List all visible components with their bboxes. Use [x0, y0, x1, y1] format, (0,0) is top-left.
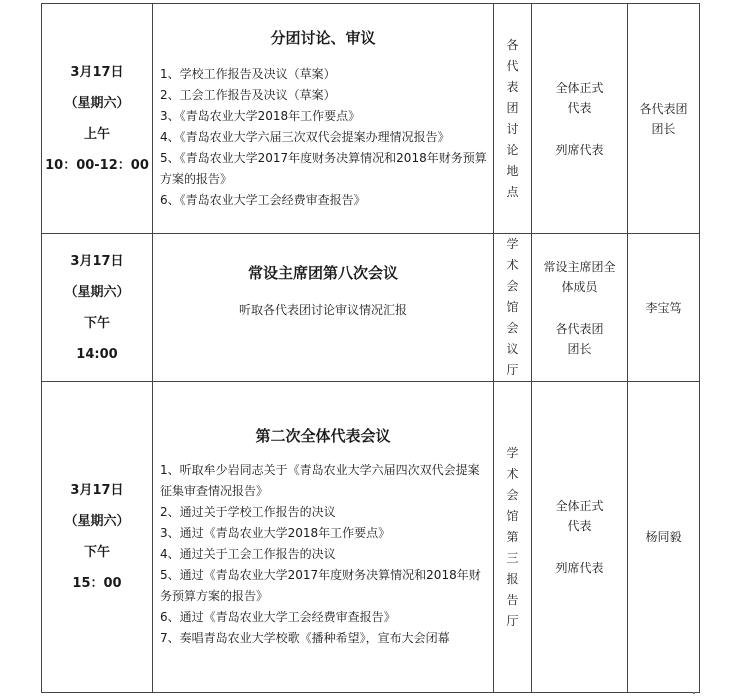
- agenda-list: [153, 64, 493, 211]
- table-row: [42, 4, 700, 234]
- time-cell: [42, 382, 153, 693]
- page-corner-mark: [693, 692, 695, 694]
- attendee-group: 全体正式代表: [555, 499, 604, 533]
- content-cell: [153, 4, 494, 234]
- place-char: 报: [506, 571, 519, 586]
- session-weekday: （星期六）: [64, 514, 130, 529]
- time-cell: [42, 4, 153, 234]
- place-char: 讨: [506, 121, 519, 136]
- place-text: [506, 35, 518, 203]
- place-char: 术: [506, 258, 519, 272]
- table-row: [42, 234, 700, 382]
- session-period: 下午: [83, 545, 110, 560]
- place-cell: [494, 234, 532, 382]
- session-title: 第二次全体代表会议: [255, 427, 391, 445]
- agenda-item: 1、学校工作报告及决议（草案）: [160, 66, 336, 81]
- session-time: 10：00-12：00: [45, 157, 149, 173]
- place-char: 各: [506, 37, 519, 52]
- agenda-item: 2、通过关于学校工作报告的决议: [160, 505, 336, 519]
- table-row: [42, 382, 700, 693]
- attendee-group: 列席代表: [555, 142, 604, 157]
- schedule-table: [41, 3, 700, 693]
- host-name: 杨同毅: [645, 530, 682, 544]
- place-cell: [494, 4, 532, 234]
- agenda-item: 5、通过《青岛农业大学2017年度财务决算情况和2018年财务预算方案的报告》: [160, 568, 481, 603]
- session-weekday: （星期六）: [64, 284, 130, 300]
- agenda-item: 3、《青岛农业大学2018年工作要点》: [160, 108, 361, 123]
- session-date: 3月17日: [70, 64, 124, 80]
- place-text: [506, 234, 518, 381]
- attendee-group: 各代表团团长: [555, 321, 604, 356]
- session-time: 14:00: [76, 346, 118, 362]
- agenda-list: [153, 460, 493, 649]
- host-cell: [628, 382, 700, 693]
- place-char: 代: [506, 58, 519, 73]
- agenda-item: 3、通过《青岛农业大学2018年工作要点》: [160, 526, 391, 540]
- attendee-group: 列席代表: [555, 561, 604, 575]
- place-char: 三: [506, 550, 519, 565]
- host-name: 李宝笃: [645, 300, 682, 315]
- agenda-item: 7、奏唱青岛农业大学校歌《播种希望》，宣布大会闭幕: [160, 631, 450, 645]
- place-char: 学: [506, 445, 519, 460]
- session-title: 常设主席团第八次会议: [247, 263, 398, 282]
- session-date: 3月17日: [70, 253, 124, 269]
- place-cell: [494, 382, 532, 693]
- agenda-item: 5、《青岛农业大学2017年度财务决算情况和2018年财务预算方案的报告》: [160, 150, 487, 186]
- attendees-cell: [532, 234, 628, 382]
- place-char: 表: [506, 79, 519, 94]
- content-cell: [153, 382, 494, 693]
- agenda-item: 4、通过关于工会工作报告的决议: [160, 547, 336, 561]
- place-char: 馆: [506, 300, 519, 314]
- place-char: 馆: [506, 508, 519, 523]
- time-cell: [42, 234, 153, 382]
- place-char: 第: [506, 529, 519, 544]
- session-date: 3月17日: [70, 483, 124, 498]
- session-time: 15：00: [72, 576, 122, 591]
- session-weekday: （星期六）: [64, 95, 130, 111]
- session-period: 下午: [83, 315, 110, 331]
- host-cell: [628, 234, 700, 382]
- place-char: 会: [506, 321, 519, 335]
- place-char: 厅: [506, 613, 519, 628]
- place-char: 会: [506, 279, 519, 293]
- agenda-item: 2、工会工作报告及决议（草案）: [160, 87, 336, 102]
- agenda-item: 1、听取牟少岩同志关于《青岛农业大学六届四次双代会提案征集审查情况报告》: [160, 463, 480, 498]
- agenda-item: 6、通过《青岛农业大学工会经费审查报告》: [160, 610, 396, 624]
- place-char: 告: [506, 592, 519, 607]
- session-title: 分团讨论、审议: [270, 28, 376, 47]
- content-cell: [153, 234, 494, 382]
- place-char: 术: [506, 466, 519, 481]
- place-char: 厅: [506, 363, 519, 377]
- place-char: 团: [506, 100, 519, 115]
- session-summary: 听取各代表团讨论审议情况汇报: [238, 302, 407, 317]
- place-char: 会: [506, 487, 519, 502]
- agenda-item: 6、《青岛农业大学工会经费审查报告》: [160, 192, 366, 207]
- place-char: 议: [506, 342, 519, 356]
- session-period: 上午: [83, 126, 110, 142]
- attendee-group: 常设主席团全体成员: [543, 259, 616, 294]
- place-char: 点: [506, 184, 519, 199]
- attendee-group: 全体正式代表: [555, 80, 604, 115]
- attendees-cell: [532, 382, 628, 693]
- agenda-item: 4、《青岛农业大学六届三次双代会提案办理情况报告》: [160, 129, 450, 144]
- host-cell: [628, 4, 700, 234]
- place-char: 地: [506, 163, 519, 178]
- host-name: 各代表团团长: [639, 101, 688, 136]
- place-text: [506, 443, 518, 632]
- attendees-cell: [532, 4, 628, 234]
- place-char: 论: [506, 142, 519, 157]
- place-char: 学: [506, 237, 519, 251]
